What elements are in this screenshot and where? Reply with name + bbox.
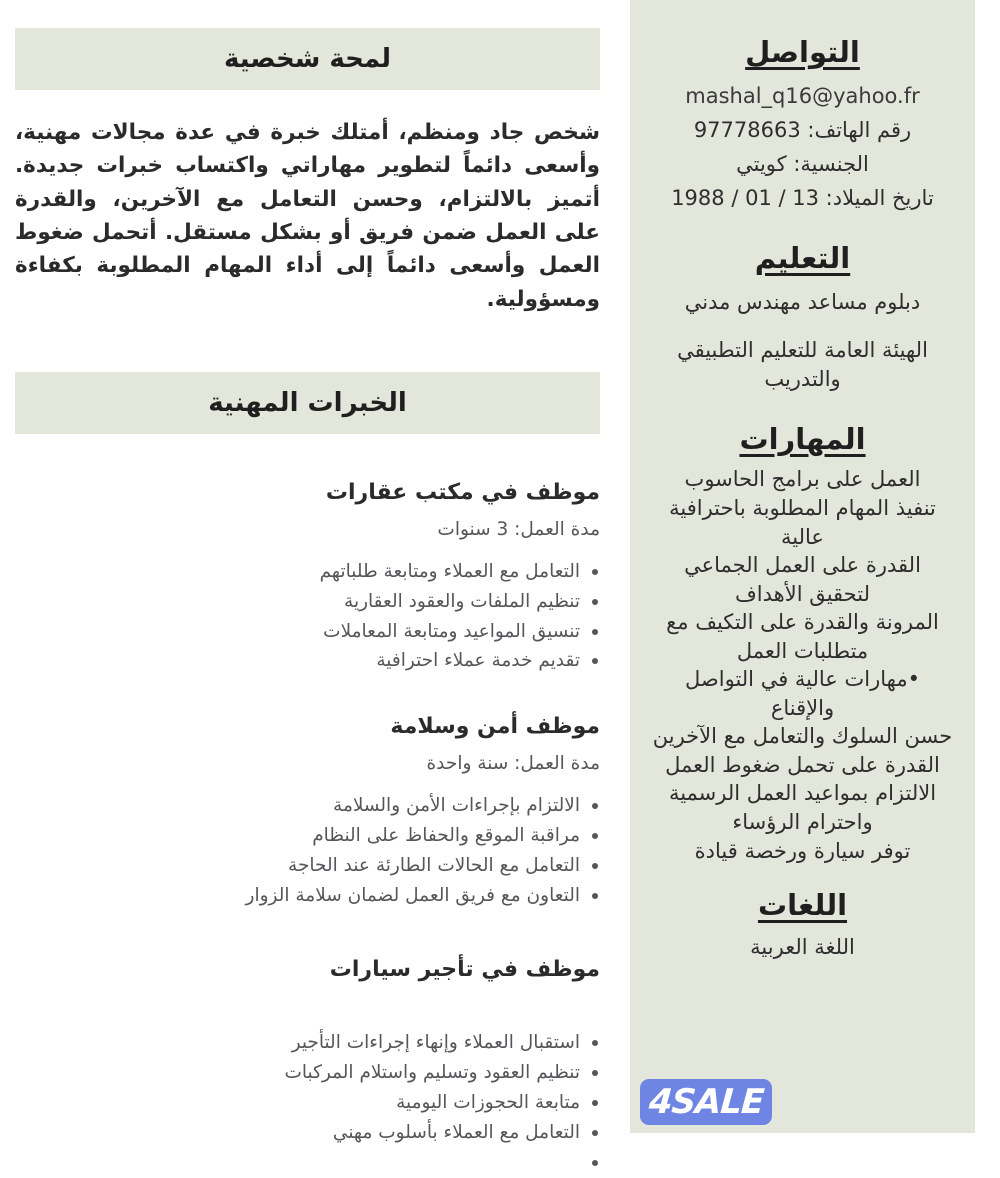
watermark-label: 4SALE	[647, 1082, 765, 1122]
sidebar-column	[630, 0, 975, 1133]
job-responsibility: التعامل مع العملاء ومتابعة طلباتهم	[15, 557, 600, 587]
skill-item: المرونة والقدرة على التكيف مع متطلبات العمل	[666, 610, 939, 663]
job-responsibility: تنظيم العقود وتسليم واستلام المركبات	[15, 1058, 600, 1088]
job-duration: مدة العمل: 3 سنوات	[437, 518, 600, 540]
languages-section-heading: اللغات	[757, 888, 848, 923]
job-responsibility: الالتزام بإجراءات الأمن والسلامة	[15, 791, 600, 821]
job-title: موظف في مكتب عقارات	[325, 479, 600, 505]
experience-section-title: الخبرات المهنية	[208, 387, 407, 418]
skill-item: حسن السلوك والتعامل مع الآخرين	[652, 724, 953, 749]
job-responsibility: تقديم خدمة عملاء احترافية	[15, 646, 600, 676]
education-institution: الهيئة العامة للتعليم التطبيقي والتدريب	[677, 337, 928, 392]
job-responsibility: استقبال العملاء وإنهاء إجراءات التأجير	[15, 1028, 600, 1058]
skill-item: العمل على برامج الحاسوب	[684, 467, 921, 492]
education-degree: دبلوم مساعد مهندس مدني	[684, 289, 921, 314]
job-responsibility: تنسيق المواعيد ومتابعة المعاملات	[15, 617, 600, 647]
skill-item: •مهارات عالية في التواصل والإقناع	[685, 667, 920, 720]
skill-item: القدرة على تحمل ضغوط العمل	[665, 752, 940, 777]
job-responsibility-list	[15, 1028, 600, 1178]
job-responsibility: التعامل مع الحالات الطارئة عند الحاجة	[15, 851, 600, 881]
job-responsibility: التعاون مع فريق العمل لضمان سلامة الزوار	[15, 881, 600, 911]
job-title: موظف في تأجير سيارات	[329, 957, 600, 982]
job-responsibility: تنظيم الملفات والعقود العقارية	[15, 587, 600, 617]
job-responsibility	[15, 1148, 600, 1178]
experience-item	[15, 478, 600, 677]
contact-section-heading: التواصل	[745, 35, 860, 69]
skills-section-heading: المهارات	[739, 422, 866, 457]
skill-item: توفر سيارة ورخصة قيادة	[694, 838, 911, 863]
job-duration: مدة العمل: سنة واحدة	[426, 753, 600, 775]
contact-email[interactable]: mashal_q16@yahoo.fr	[685, 84, 920, 109]
skill-item: الالتزام بمواعيد العمل الرسمية واحترام الرؤساء	[668, 781, 937, 834]
job-responsibility-list	[15, 791, 600, 911]
contact-nationality: الجنسية: كويتي	[736, 151, 869, 176]
profile-summary-text: شخص جاد ومنظم، أمتلك خبرة في عدة مجالات مهنية، وأسعى دائماً لتطوير مهاراتي واكتساب خبرات جديدة. أتميز بالالتزام، وحسن التعامل مع الآخرين، والقدرة على العمل ضمن فريق أو بشكل مستقل. أتحمل ضغوط العمل وأسعى دائماً إلى أداء المهام المطلوبة بكفاءة ومسؤولية.	[15, 120, 600, 312]
skill-item: تنفيذ المهام المطلوبة باحترافية عالية	[669, 495, 936, 549]
language-item: اللغة العربية	[750, 935, 855, 960]
experience-item	[15, 712, 600, 911]
profile-section-banner	[15, 28, 600, 90]
languages-list	[652, 933, 953, 975]
job-responsibility: مراقبة الموقع والحفاظ على النظام	[15, 821, 600, 851]
job-responsibility: متابعة الحجوزات اليومية	[15, 1088, 600, 1118]
job-title: موظف أمن وسلامة	[390, 714, 600, 740]
job-responsibility-list	[15, 557, 600, 677]
skill-item: القدرة على العمل الجماعي لتحقيق الأهداف	[684, 553, 921, 606]
profile-section-title: لمحة شخصية	[223, 44, 392, 74]
education-section-heading: التعليم	[754, 240, 851, 275]
job-responsibility: التعامل مع العملاء بأسلوب مهني	[15, 1118, 600, 1148]
experience-section-banner	[15, 372, 600, 434]
experience-item	[15, 955, 600, 1178]
4sale-watermark	[640, 1079, 772, 1125]
contact-birthdate: تاريخ الميلاد: 13 / 01 / 1988	[671, 185, 934, 210]
contact-phone[interactable]: رقم الهاتف: 97778663	[693, 118, 912, 143]
